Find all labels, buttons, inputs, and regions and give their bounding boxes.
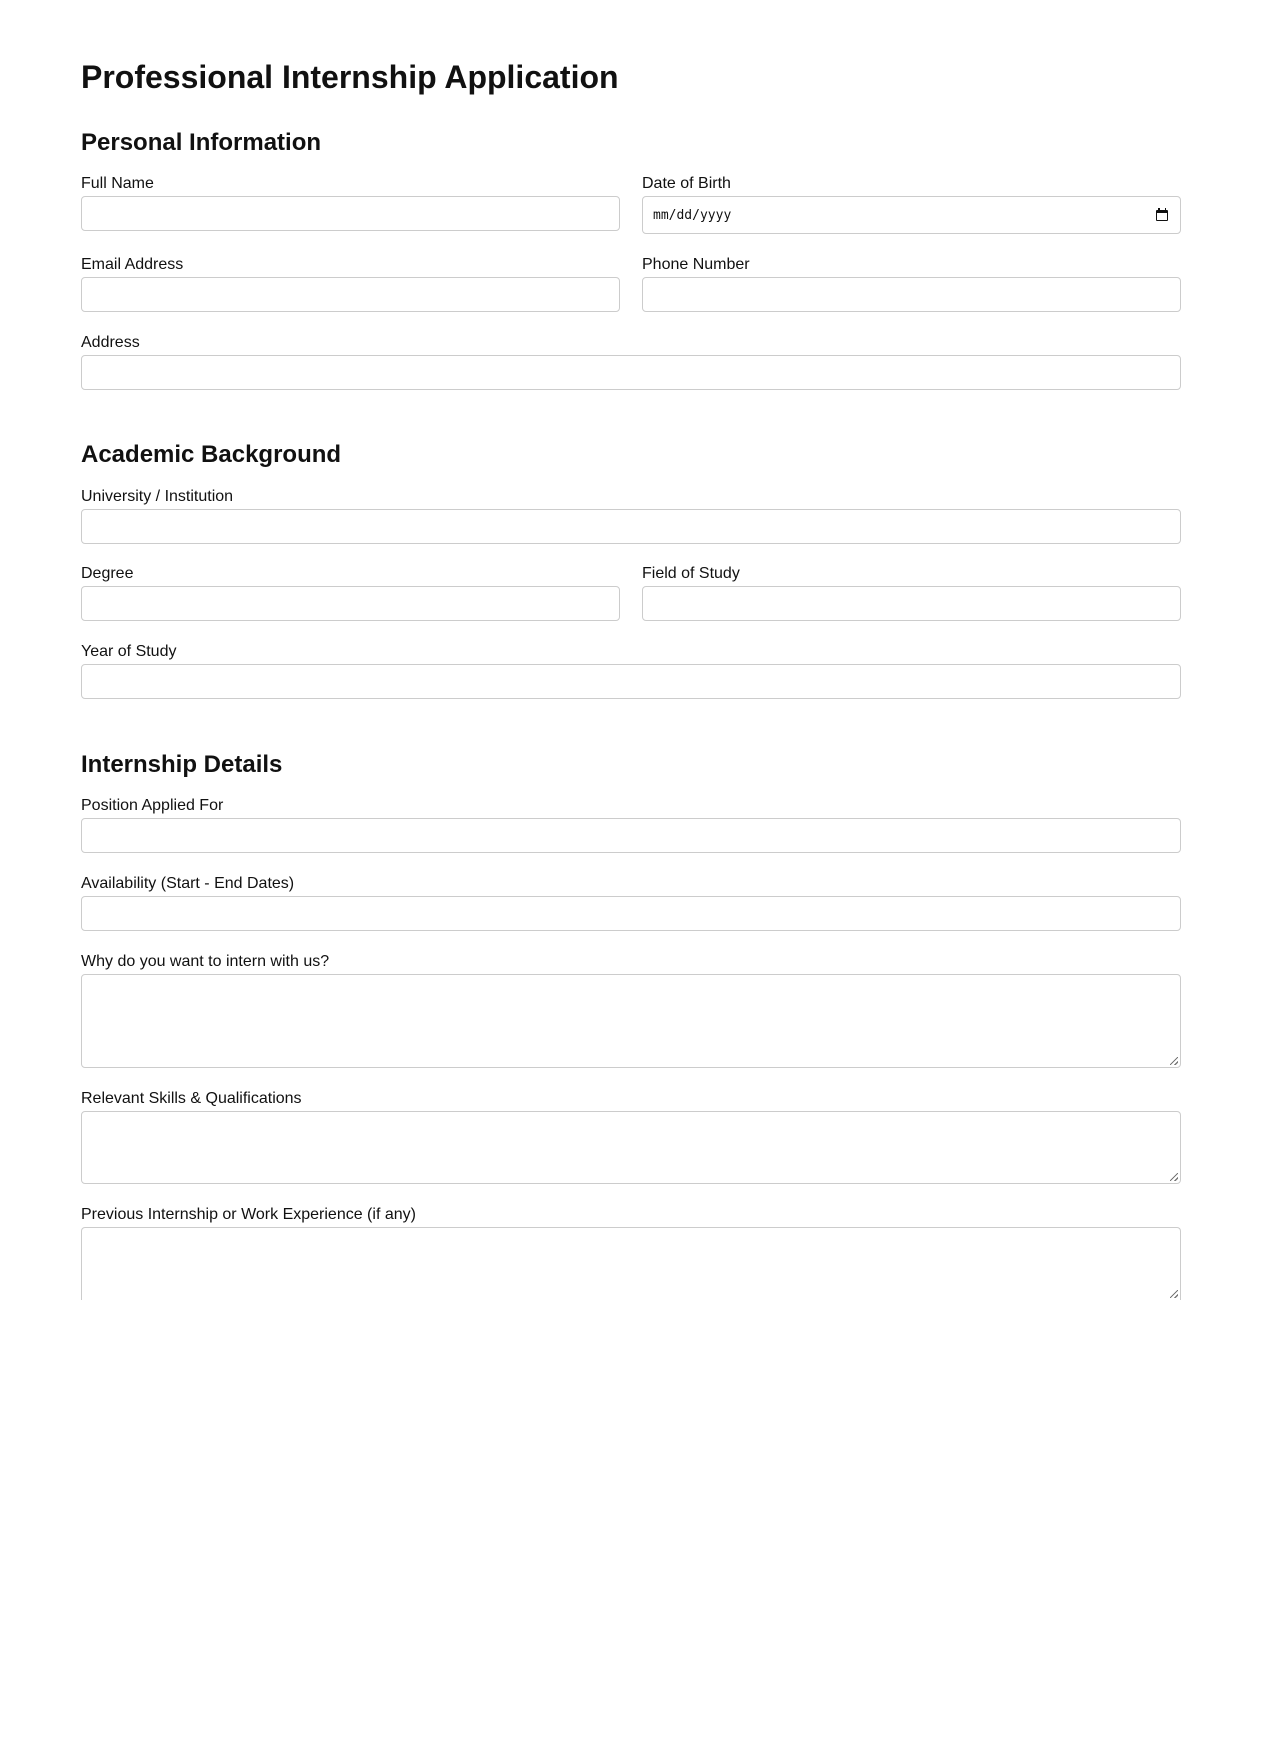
field-university [81,488,1181,544]
field-experience [81,1206,1181,1300]
email-label: Email Address [81,256,184,273]
field-of-study-label: Field of Study [642,565,740,582]
degree-input[interactable] [81,586,620,621]
full-name-input[interactable] [81,196,620,231]
skills-label: Relevant Skills & Qualifications [81,1090,302,1107]
section-heading-academic: Academic Background [81,441,342,468]
field-date-of-birth [642,175,1181,234]
phone-label: Phone Number [642,256,750,273]
page-title: Professional Internship Application [81,59,619,95]
year-of-study-input[interactable] [81,664,1181,699]
email-input[interactable] [81,277,620,312]
position-label: Position Applied For [81,797,224,814]
section-heading-internship: Internship Details [81,751,283,778]
field-degree [81,565,620,621]
experience-label: Previous Internship or Work Experience (if any) [81,1206,416,1223]
field-motivation [81,953,1181,1068]
resize-grip-icon[interactable] [1170,1173,1178,1181]
field-of-study-input[interactable] [642,586,1181,621]
resize-grip-icon[interactable] [1170,1290,1178,1298]
field-skills [81,1090,1181,1184]
availability-input[interactable] [81,896,1181,931]
field-position [81,797,1181,853]
calendar-icon[interactable] [1156,210,1168,221]
field-availability [81,875,1181,931]
university-input[interactable] [81,509,1181,544]
address-label: Address [81,334,140,351]
resize-grip-icon[interactable] [1170,1057,1178,1065]
field-field-of-study [642,565,1181,621]
field-address [81,334,1181,390]
skills-textarea[interactable] [81,1111,1181,1184]
position-input[interactable] [81,818,1181,853]
date-placeholder: mm/dd/yyyy [653,207,732,223]
availability-label: Availability (Start - End Dates) [81,875,295,892]
field-email [81,256,620,312]
year-of-study-label: Year of Study [81,643,177,660]
full-name-label: Full Name [81,175,154,192]
field-full-name [81,175,620,231]
section-heading-personal: Personal Information [81,129,322,156]
phone-input[interactable] [642,277,1181,312]
motivation-label: Why do you want to intern with us? [81,953,330,970]
motivation-textarea[interactable] [81,974,1181,1068]
date-of-birth-label: Date of Birth [642,175,731,192]
degree-label: Degree [81,565,134,582]
field-year-of-study [81,643,1181,699]
date-of-birth-input[interactable] [642,196,1181,234]
experience-textarea[interactable] [81,1227,1181,1300]
university-label: University / Institution [81,488,234,505]
field-phone [642,256,1181,312]
address-input[interactable] [81,355,1181,390]
